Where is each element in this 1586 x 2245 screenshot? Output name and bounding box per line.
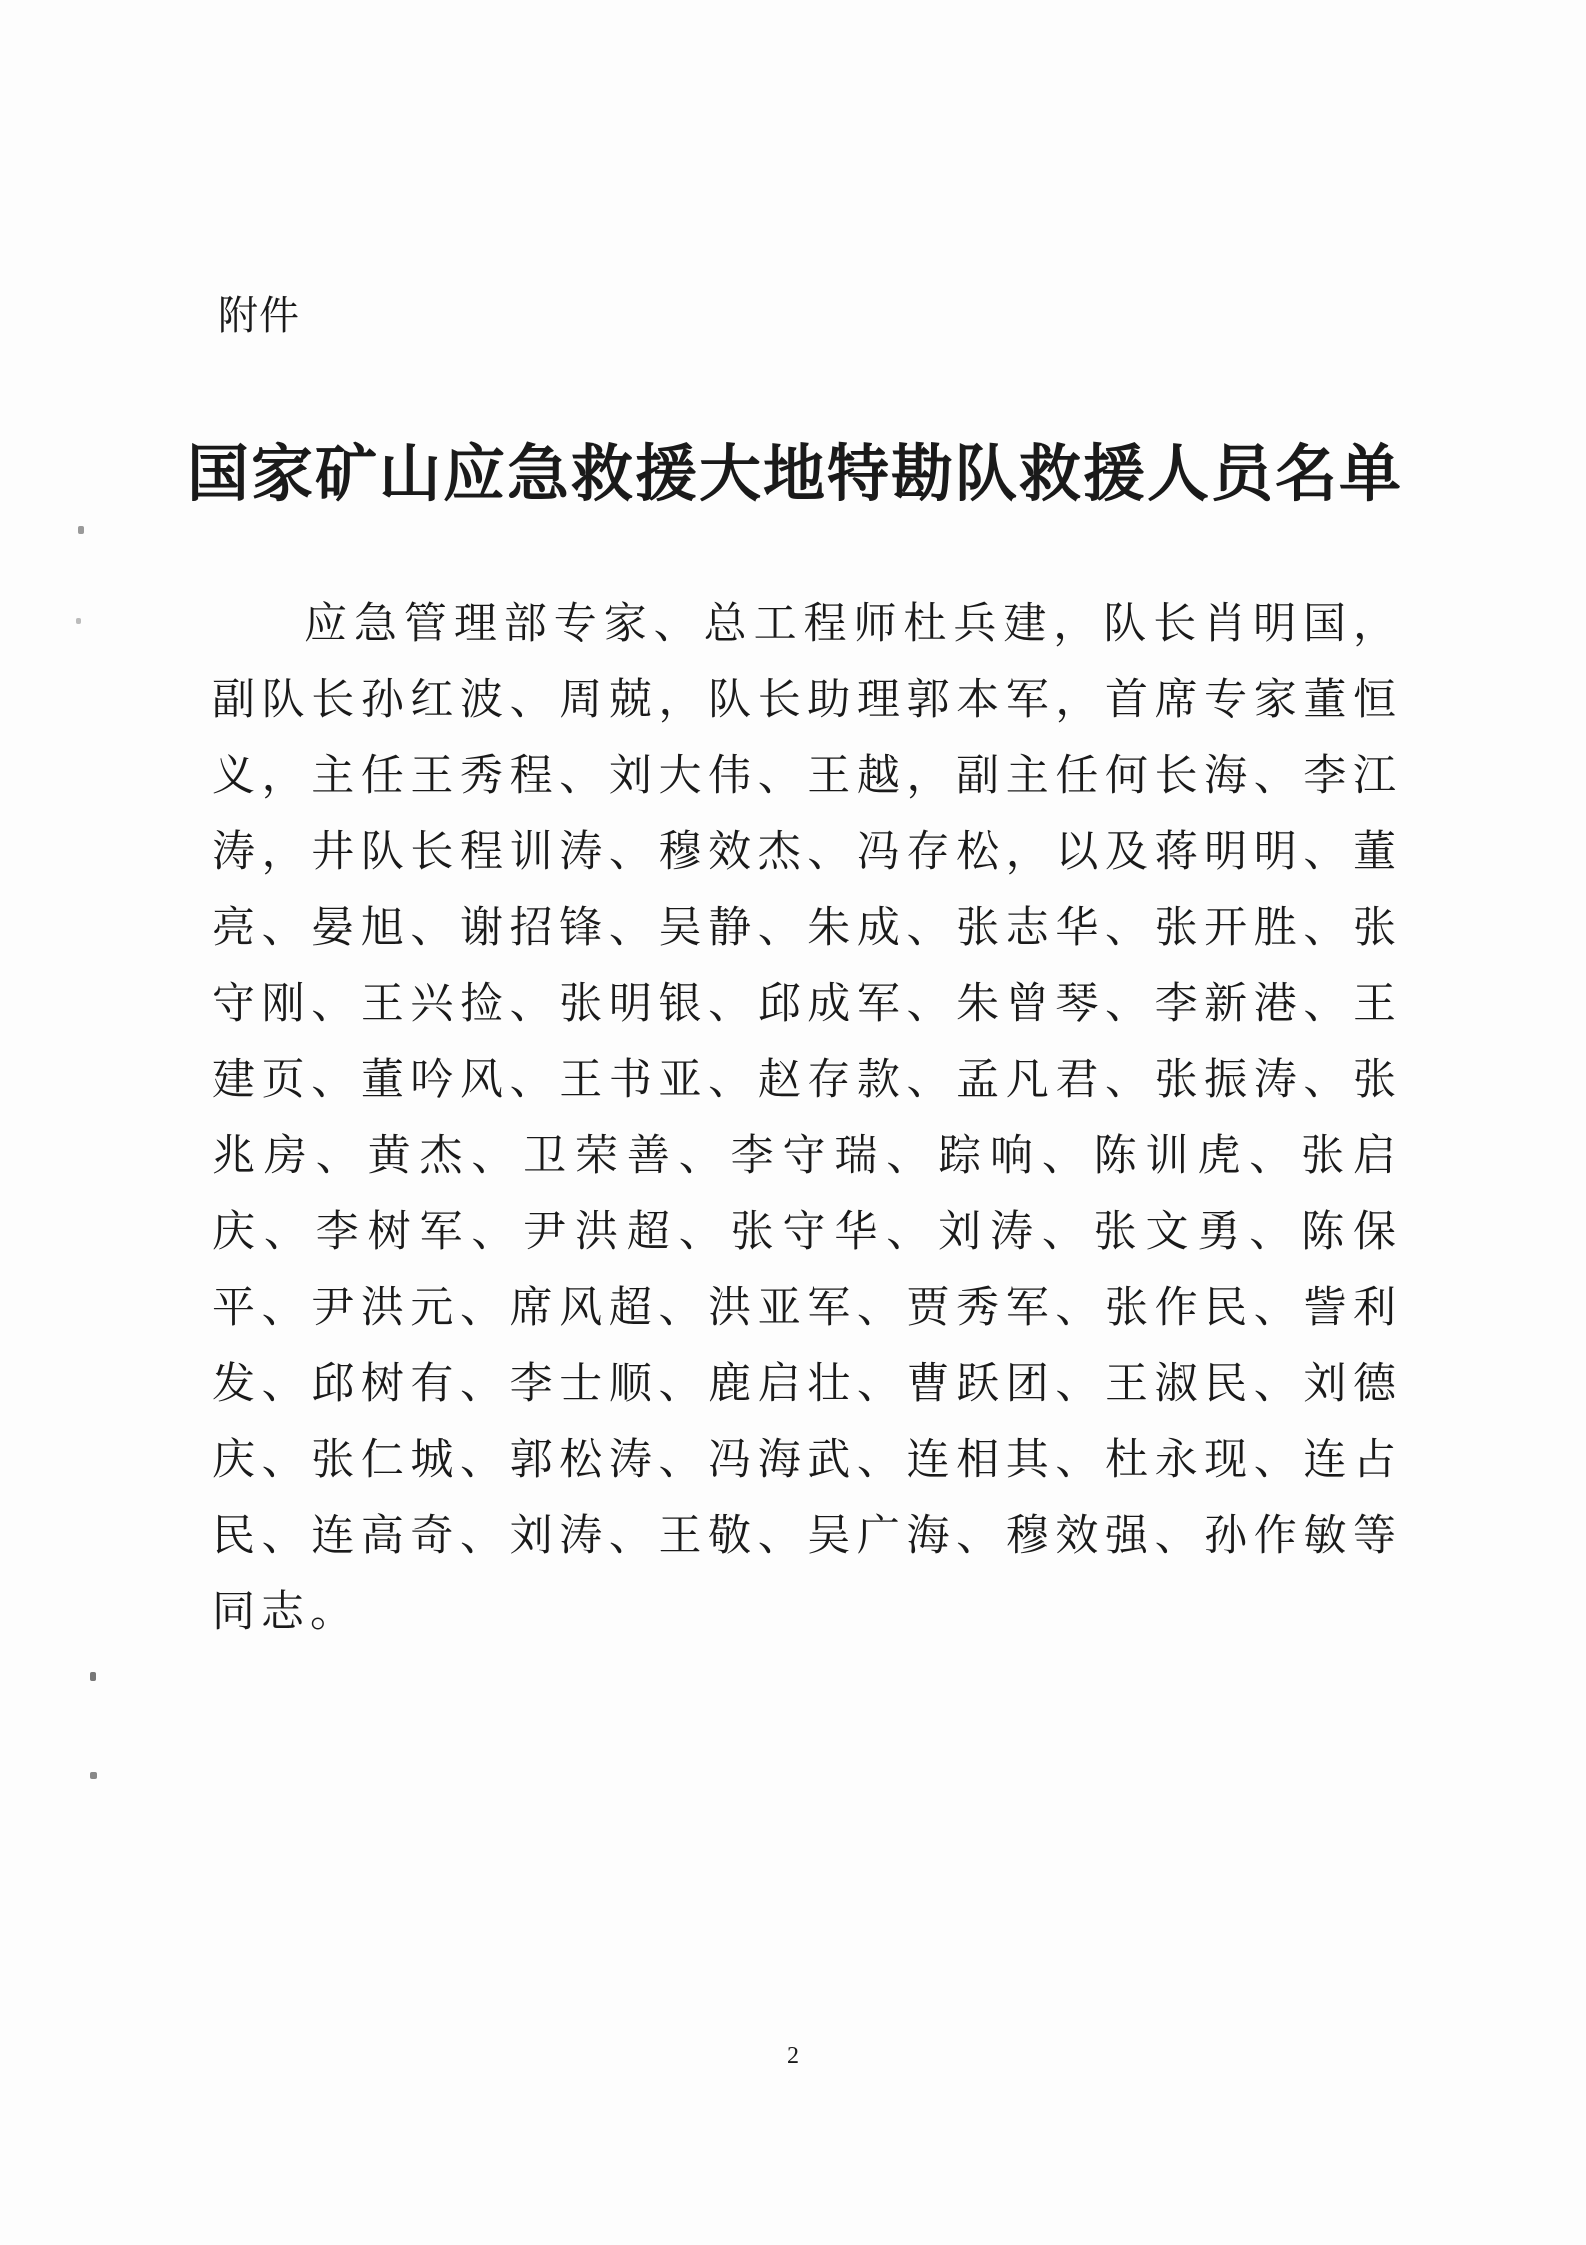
- attachment-label: 附件: [218, 293, 300, 339]
- scan-speck: [90, 1672, 96, 1681]
- scan-speck: [78, 526, 84, 534]
- document-title: 国家矿山应急救援大地特勘队救援人员名单: [186, 437, 1403, 510]
- scan-speck: [76, 618, 81, 624]
- scan-speck: [90, 1772, 97, 1779]
- personnel-list-paragraph: 应急管理部专家、总工程师杜兵建，队长肖明国，副队长孙红波、周兢，队长助理郭本军，首席专家董恒义，主任王秀程、刘大伟、王越，副主任何长海、李江涛，井队长程训涛、穆效杰、冯存松，以及蒋明明、董亮、晏旭、谢招锋、吴静、朱成、张志华、张开胜、张守刚、王兴捡、张明银、邱成军、朱曾琴、李新港、王建页、董吟风、王书亚、赵存款、孟凡君、张振涛、张兆房、黄杰、卫荣善、李守瑞、踪响、陈训虎、张启庆、李树军、尹洪超、张守华、刘涛、张文勇、陈保平、尹洪元、席风超、洪亚军、贾秀军、张作民、訾利发、邱树有、李士顺、鹿启壮、曹跃团、王淑民、刘德庆、张仁城、郭松涛、冯海武、连相其、杜永现、连占民、连高奇、刘涛、王敬、吴广海、穆效强、孙作敏等同志。: [212, 599, 1402, 1637]
- page-number: 2: [787, 2043, 799, 2069]
